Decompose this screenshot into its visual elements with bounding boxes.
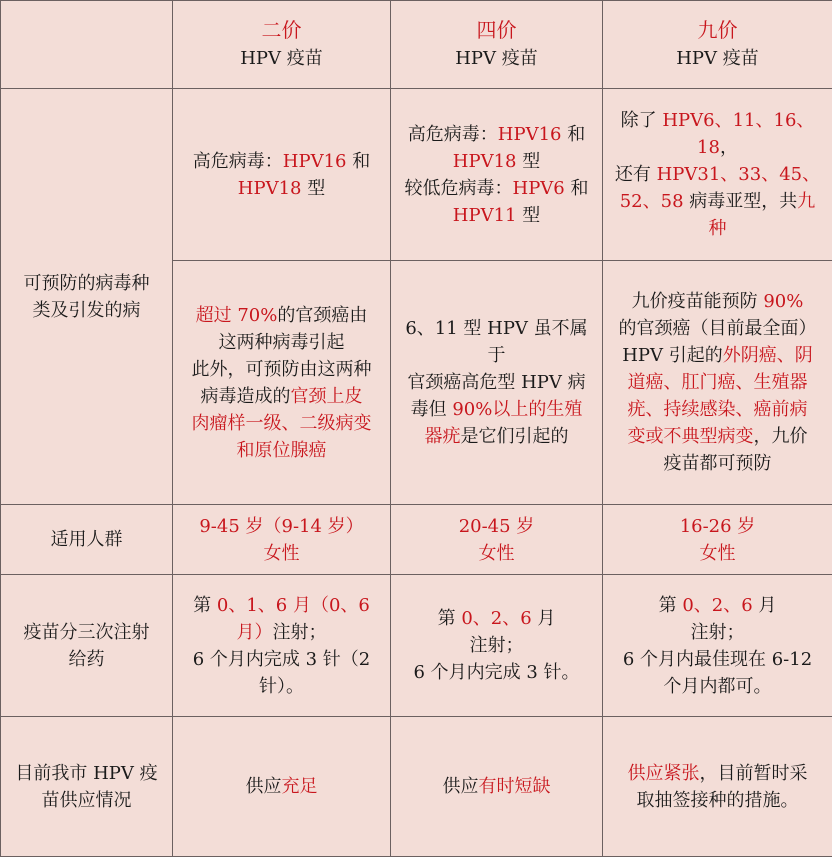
- sex: 女性: [700, 543, 736, 564]
- highlight-text: 种: [709, 218, 727, 239]
- sex: 女性: [264, 543, 300, 564]
- header-name: HPV 疫苗: [240, 48, 323, 69]
- header-name: HPV 疫苗: [455, 48, 538, 69]
- highlight-text: 90%: [763, 291, 803, 312]
- highlight-text: 外阴癌、阴: [723, 345, 813, 366]
- text: 除了: [621, 110, 663, 131]
- text: 针）。: [259, 676, 304, 697]
- text: 毒但: [411, 399, 453, 420]
- population-row: [1, 505, 832, 575]
- text: 注射；: [273, 622, 327, 643]
- text: 官颈癌高危型 HPV 病: [407, 372, 585, 393]
- text: 高危病毒：: [408, 124, 498, 145]
- text: 6、11 型 HPV 虽不属于: [405, 318, 587, 366]
- text: 和: [346, 151, 370, 172]
- text: 九价疫苗能预防: [632, 291, 764, 312]
- bivalent-schedule: [173, 575, 391, 717]
- supply-row: [1, 717, 832, 857]
- quadrivalent-supply: [391, 717, 603, 857]
- header-quadrivalent: [391, 1, 603, 89]
- bivalent-population: [173, 505, 391, 575]
- highlight-text: 肉瘤样一级、二级病变: [192, 413, 372, 434]
- nonavalent-population: [603, 505, 832, 575]
- text: 注射；: [470, 635, 524, 656]
- text: 第: [438, 608, 462, 629]
- highlight-text: HPV18: [238, 178, 302, 199]
- text: 6 个月内完成 3 针。: [413, 662, 579, 683]
- text: 疫苗都可预防: [664, 453, 772, 474]
- highlight-text: HPV16: [283, 151, 347, 172]
- text: 较低危病毒：: [405, 178, 513, 199]
- header-bivalent: [173, 1, 391, 89]
- text: 月: [753, 595, 777, 616]
- row-label-prevention: 可预防的病毒种类及引发的病: [1, 89, 173, 505]
- row-label-schedule: 疫苗分三次注射给药: [1, 575, 173, 717]
- text: 第: [659, 595, 683, 616]
- text: 和: [565, 178, 589, 199]
- highlight-text: 0、2、6: [461, 608, 531, 629]
- row-label-supply: 目前我市 HPV 疫苗供应情况: [1, 717, 173, 857]
- text: ，: [720, 137, 738, 158]
- text: 的官颈癌（目前最全面）: [619, 318, 817, 339]
- bivalent-virus-types: [173, 89, 391, 261]
- row-label-population: 适用人群: [1, 505, 173, 575]
- highlight-text: HPV6: [513, 178, 565, 199]
- text: 是它们引起的: [461, 426, 569, 447]
- highlight-text: 0、2、6: [682, 595, 752, 616]
- highlight-text: HPV11: [453, 205, 517, 226]
- text: 6 个月内最佳现在 6-12: [623, 649, 812, 670]
- highlight-text: 和原位腺癌: [237, 440, 327, 461]
- bivalent-diseases: [173, 261, 391, 505]
- highlight-text: 月）: [237, 622, 273, 643]
- text: 供应: [443, 776, 479, 797]
- highlight-text: 变或不典型病变: [628, 426, 754, 447]
- quadrivalent-schedule: [391, 575, 603, 717]
- text: 病毒造成的: [201, 386, 291, 407]
- quadrivalent-diseases: [391, 261, 603, 505]
- highlight-text: 器疣: [425, 426, 461, 447]
- highlight-text: 供应紧张: [628, 763, 700, 784]
- virus-types-row: [1, 89, 832, 261]
- age-range: 16-26 岁: [680, 516, 756, 537]
- text: 病毒亚型，共: [684, 191, 798, 212]
- highlight-text: HPV16: [498, 124, 562, 145]
- nonavalent-schedule: [603, 575, 832, 717]
- header-valence: 九价: [698, 18, 738, 42]
- quadrivalent-virus-types: [391, 89, 603, 261]
- text: 供应: [246, 776, 282, 797]
- text: 个月内都可。: [664, 676, 772, 697]
- text: 型: [516, 151, 540, 172]
- highlight-text: HPV31、33、45、: [657, 164, 821, 185]
- text: 的官颈癌由: [277, 305, 367, 326]
- nonavalent-diseases: [603, 261, 832, 505]
- text: 型: [516, 205, 540, 226]
- highlight-text: 90%以上的生殖: [452, 399, 582, 420]
- text: ，九价: [754, 426, 808, 447]
- text: ，目前暂时采: [700, 763, 808, 784]
- text: 6 个月内完成 3 针（2: [193, 649, 371, 670]
- age-range: 20-45 岁: [459, 516, 535, 537]
- text: 和: [561, 124, 585, 145]
- highlight-text: 52、58: [620, 191, 684, 212]
- text: 月: [532, 608, 556, 629]
- schedule-row: [1, 575, 832, 717]
- highlight-text: 九: [797, 191, 815, 212]
- nonavalent-virus-types: [603, 89, 832, 261]
- header-name: HPV 疫苗: [676, 48, 759, 69]
- highlight-text: HPV18: [453, 151, 517, 172]
- header-nonavalent: [603, 1, 832, 89]
- bivalent-supply: [173, 717, 391, 857]
- text: 注射；: [691, 622, 745, 643]
- text: 取抽签接种的措施。: [637, 790, 799, 811]
- nonavalent-supply: [603, 717, 832, 857]
- text: HPV 引起的: [622, 345, 723, 366]
- quadrivalent-population: [391, 505, 603, 575]
- age-range: 9-45 岁（9-14 岁）: [199, 516, 363, 537]
- highlight-text: 0、1、6 月（0、6: [217, 595, 370, 616]
- text: 此外，可预防由这两种: [192, 359, 372, 380]
- highlight-text: 超过 70%: [196, 305, 278, 326]
- corner-cell: [1, 1, 173, 89]
- header-row: [1, 1, 832, 89]
- highlight-text: 充足: [282, 776, 318, 797]
- sex: 女性: [479, 543, 515, 564]
- header-valence: 四价: [477, 18, 517, 42]
- highlight-text: HPV6、11、16、18: [662, 110, 814, 158]
- highlight-text: 有时短缺: [479, 776, 551, 797]
- text: 这两种病毒引起: [219, 332, 345, 353]
- text: 还有: [615, 164, 657, 185]
- highlight-text: 官颈上皮: [291, 386, 363, 407]
- text: 第: [193, 595, 217, 616]
- header-valence: 二价: [262, 18, 302, 42]
- highlight-text: 道癌、肛门癌、生殖器: [628, 372, 808, 393]
- highlight-text: 疣、持续感染、癌前病: [628, 399, 808, 420]
- text: 高危病毒：: [193, 151, 283, 172]
- text: 型: [301, 178, 325, 199]
